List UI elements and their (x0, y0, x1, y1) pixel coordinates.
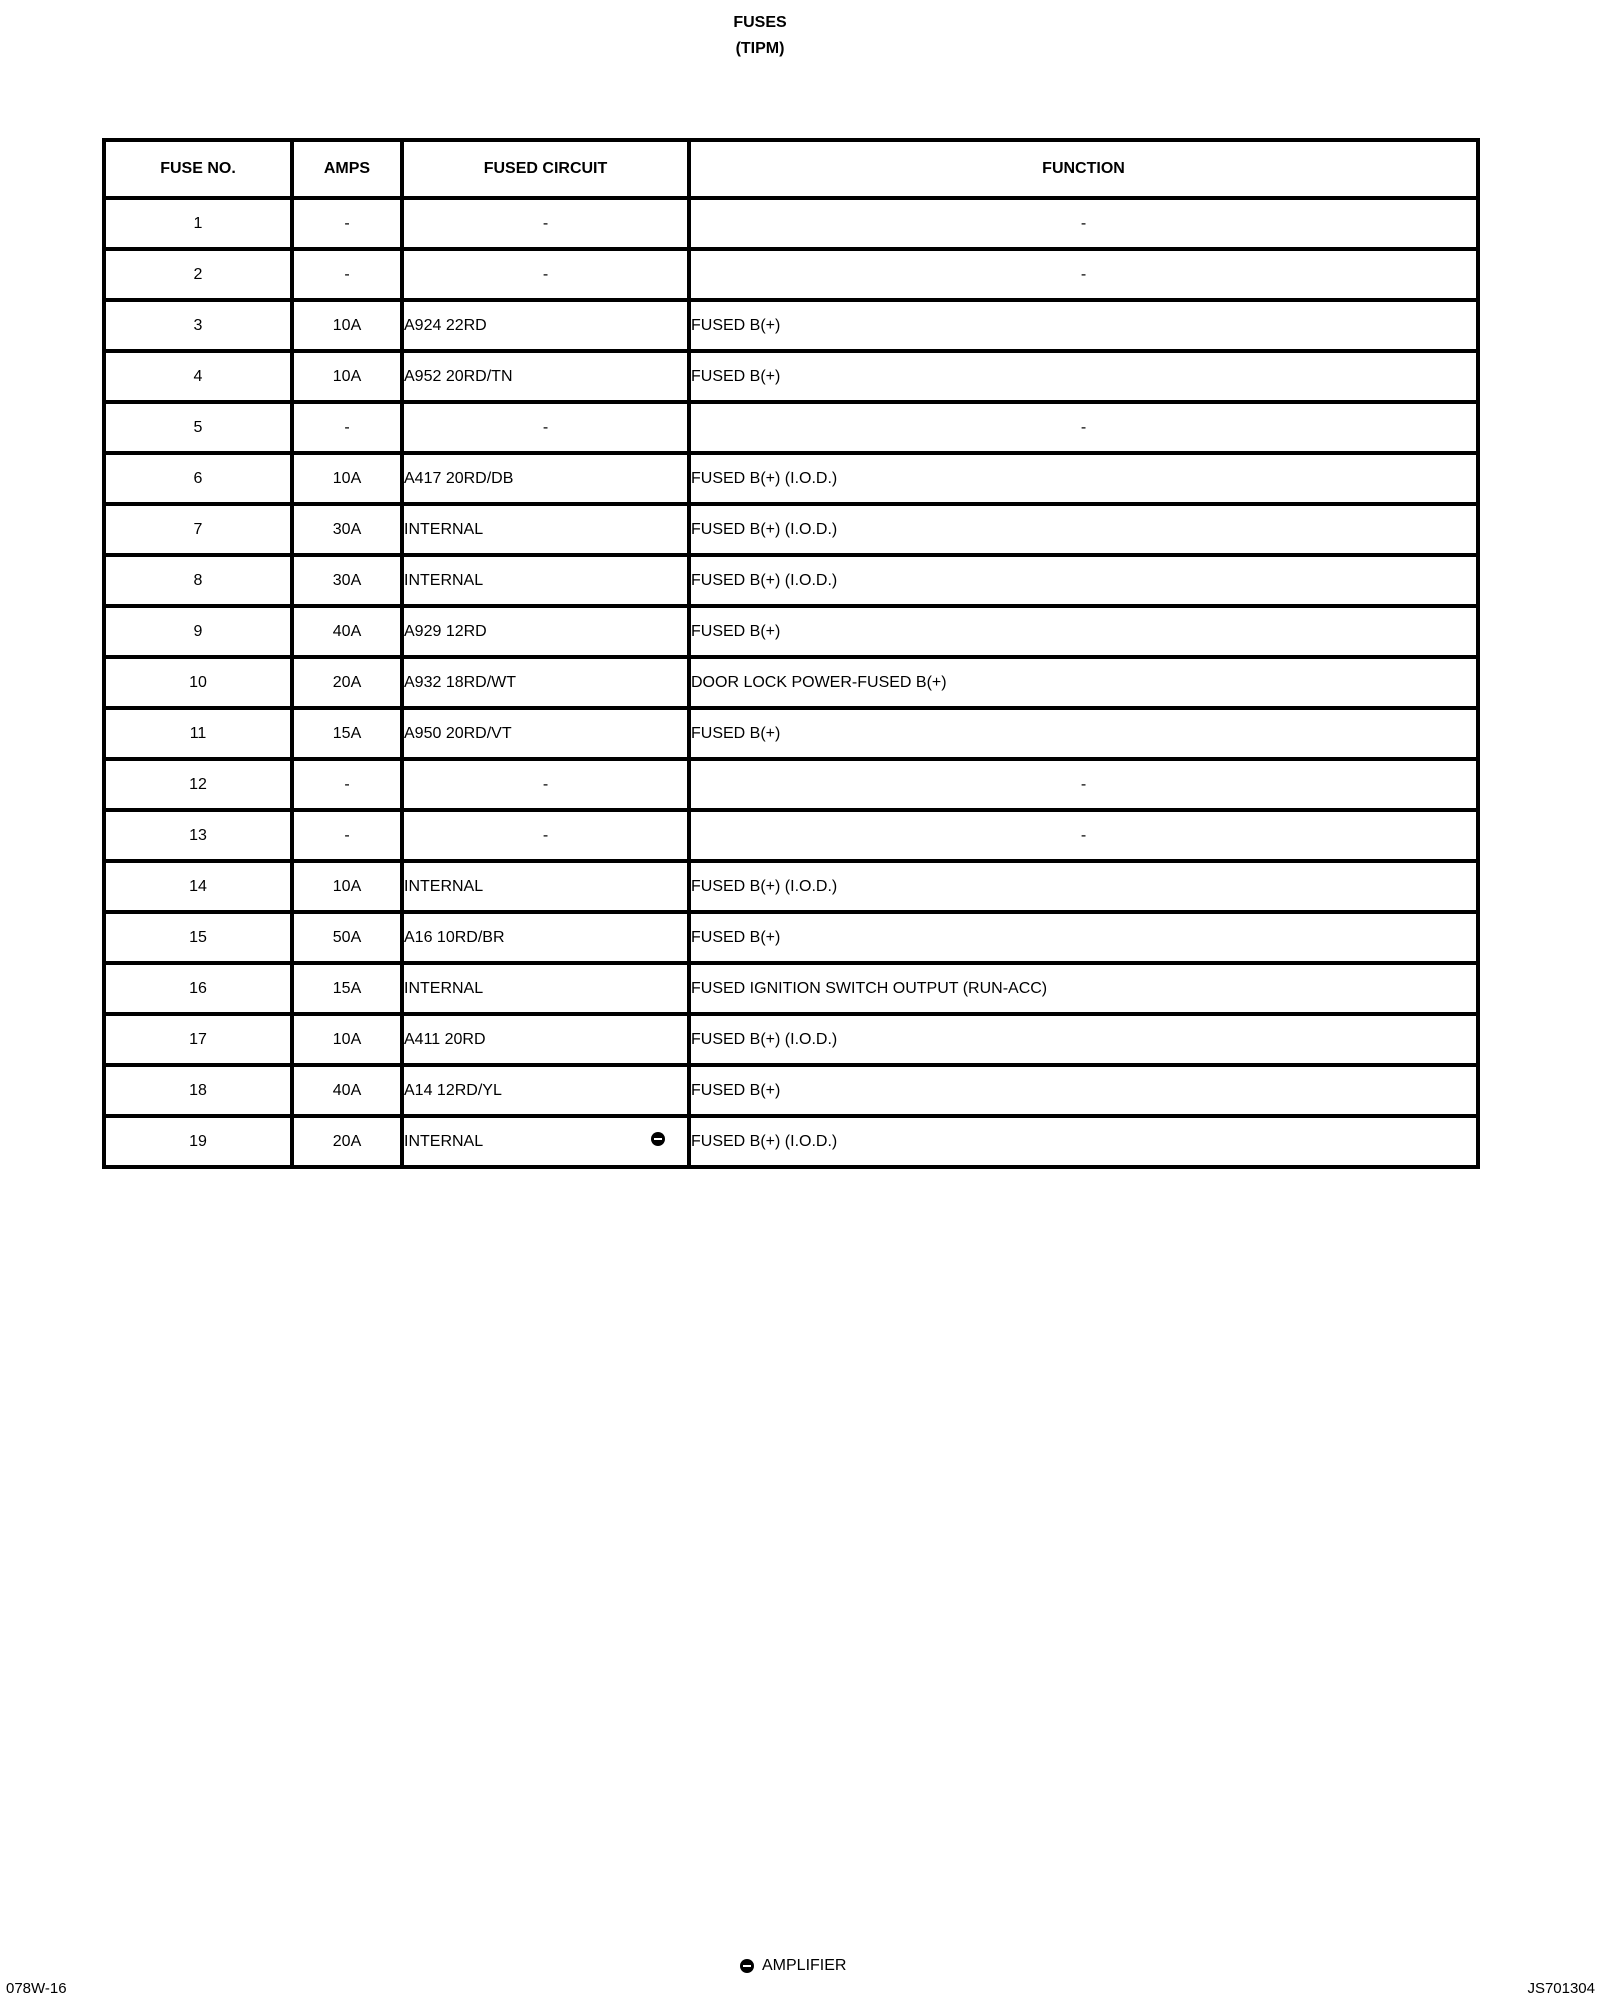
document-subtitle: (TIPM) (735, 40, 785, 57)
document-title-block (0, 10, 1520, 62)
fused-circuit-cell-text: A924 22RD (404, 316, 487, 334)
fuse-number-cell (104, 249, 292, 300)
amps-cell (292, 759, 402, 810)
table-row (104, 759, 1478, 810)
function-cell (689, 555, 1478, 606)
header-fuse-no: FUSE NO. (104, 140, 292, 198)
table-header-row (104, 140, 1478, 198)
amps-cell-text: 30A (332, 520, 362, 538)
function-cell (689, 606, 1478, 657)
header-amps: AMPS (292, 140, 402, 198)
table-row (104, 708, 1478, 759)
fused-circuit-cell (402, 402, 689, 453)
fuse-number-cell (104, 351, 292, 402)
fused-circuit-cell (402, 810, 689, 861)
fuse-number-cell-text: 11 (189, 724, 207, 742)
function-cell-text: - (1080, 826, 1087, 844)
amps-cell (292, 555, 402, 606)
function-cell-text: FUSED B(+) (I.O.D.) (691, 1132, 838, 1150)
fuse-number-cell (104, 402, 292, 453)
function-cell-text: FUSED B(+) (I.O.D.) (691, 469, 838, 487)
document-title: FUSES (733, 14, 787, 31)
fused-circuit-cell-text: INTERNAL (404, 1132, 484, 1150)
fused-circuit-cell-text: INTERNAL (404, 571, 484, 589)
table-row (104, 912, 1478, 963)
fuse-number-cell-text: 12 (189, 775, 207, 793)
amplifier-icon (651, 1132, 665, 1146)
amps-cell-text: - (344, 775, 350, 793)
fuse-number-cell-text: 17 (189, 1030, 207, 1048)
amps-cell (292, 912, 402, 963)
fuse-number-cell (104, 912, 292, 963)
table-row (104, 963, 1478, 1014)
amps-cell (292, 453, 402, 504)
fused-circuit-cell-text: A932 18RD/WT (404, 673, 517, 691)
amps-cell-text: 40A (332, 1081, 362, 1099)
fuse-number-cell (104, 198, 292, 249)
amps-cell-text: 10A (332, 469, 362, 487)
fuse-number-cell (104, 453, 292, 504)
fuse-number-cell-text: 8 (193, 571, 203, 589)
table-row (104, 657, 1478, 708)
function-cell (689, 300, 1478, 351)
fused-circuit-cell (402, 1065, 689, 1116)
fused-circuit-cell-text: A14 12RD/YL (404, 1081, 502, 1099)
function-cell-text: FUSED B(+) (691, 622, 781, 640)
fuse-number-cell-text: 2 (193, 265, 203, 283)
table-row (104, 1065, 1478, 1116)
fused-circuit-cell (402, 198, 689, 249)
table-row (104, 555, 1478, 606)
fused-circuit-cell (402, 759, 689, 810)
function-cell-text: FUSED B(+) (691, 1081, 781, 1099)
fuse-number-cell-text: 19 (189, 1132, 207, 1150)
fuse-table (102, 138, 1480, 1169)
table-row (104, 810, 1478, 861)
function-cell-text: FUSED B(+) (I.O.D.) (691, 571, 838, 589)
amps-cell-text: 30A (332, 571, 362, 589)
fused-circuit-cell-text: - (542, 826, 549, 844)
amps-cell (292, 504, 402, 555)
fuse-number-cell-text: 13 (189, 826, 207, 844)
fused-circuit-cell (402, 657, 689, 708)
function-cell (689, 963, 1478, 1014)
function-cell (689, 1014, 1478, 1065)
legend (740, 1957, 846, 1975)
amps-cell (292, 249, 402, 300)
fused-circuit-cell-text: INTERNAL (404, 520, 484, 538)
amps-cell-text: - (344, 418, 350, 436)
fuse-number-cell (104, 606, 292, 657)
footer-right-code: JS701304 (1527, 1980, 1595, 1997)
amps-cell-text: - (344, 214, 350, 232)
amps-cell-text: 50A (332, 928, 362, 946)
fused-circuit-cell (402, 249, 689, 300)
function-cell-text: FUSED B(+) (I.O.D.) (691, 877, 838, 895)
function-cell (689, 402, 1478, 453)
fused-circuit-cell-text: A929 12RD (404, 622, 487, 640)
fuse-number-cell (104, 1014, 292, 1065)
fuse-number-cell (104, 504, 292, 555)
fused-circuit-cell (402, 504, 689, 555)
fused-circuit-cell (402, 861, 689, 912)
legend-label: AMPLIFIER (762, 1957, 847, 1974)
table-row (104, 861, 1478, 912)
fuse-number-cell-text: 3 (193, 316, 203, 334)
function-cell-text: FUSED B(+) (I.O.D.) (691, 1030, 838, 1048)
amps-cell (292, 300, 402, 351)
function-cell-text: FUSED B(+) (691, 928, 781, 946)
fused-circuit-cell (402, 606, 689, 657)
fused-circuit-cell (402, 708, 689, 759)
function-cell-text: DOOR LOCK POWER-FUSED B(+) (691, 673, 947, 691)
function-cell-text: FUSED B(+) (691, 367, 781, 385)
amps-cell-text: 10A (332, 1030, 362, 1048)
amps-cell (292, 198, 402, 249)
fuse-number-cell-text: 15 (189, 928, 207, 946)
function-cell (689, 861, 1478, 912)
table-row (104, 300, 1478, 351)
fuse-number-cell-text: 6 (193, 469, 203, 487)
amps-cell-text: 40A (332, 622, 362, 640)
fused-circuit-cell (402, 912, 689, 963)
fuse-number-cell-text: 9 (193, 622, 203, 640)
amps-cell-text: 10A (332, 877, 362, 895)
amps-cell (292, 861, 402, 912)
table-row (104, 453, 1478, 504)
fuse-number-cell (104, 708, 292, 759)
function-cell (689, 759, 1478, 810)
function-cell (689, 810, 1478, 861)
amps-cell (292, 1014, 402, 1065)
fuse-number-cell-text: 5 (193, 418, 203, 436)
fused-circuit-cell (402, 1116, 689, 1167)
amps-cell (292, 1065, 402, 1116)
fused-circuit-cell-text: A16 10RD/BR (404, 928, 505, 946)
fused-circuit-cell-text: - (542, 214, 549, 232)
fuse-number-cell (104, 810, 292, 861)
fuse-number-cell (104, 555, 292, 606)
amps-cell-text: - (344, 826, 350, 844)
fuse-table-body (104, 198, 1478, 1167)
function-cell (689, 1116, 1478, 1167)
function-cell-text: FUSED IGNITION SWITCH OUTPUT (RUN-ACC) (691, 979, 1048, 997)
table-row (104, 1014, 1478, 1065)
function-cell-text: - (1080, 214, 1087, 232)
function-cell (689, 912, 1478, 963)
function-cell-text: FUSED B(+) (691, 316, 781, 334)
fused-circuit-cell-text: A411 20RD (404, 1030, 486, 1048)
function-cell-text: FUSED B(+) (I.O.D.) (691, 520, 838, 538)
amps-cell (292, 810, 402, 861)
table-row (104, 198, 1478, 249)
table-row (104, 504, 1478, 555)
function-cell-text: - (1080, 265, 1087, 283)
table-row (104, 351, 1478, 402)
fused-circuit-cell-text: INTERNAL (404, 979, 484, 997)
function-cell-text: - (1080, 418, 1087, 436)
fused-circuit-cell (402, 1014, 689, 1065)
fuse-number-cell-text: 18 (189, 1081, 207, 1099)
fused-circuit-cell-text: - (542, 265, 549, 283)
amps-cell (292, 606, 402, 657)
amps-cell (292, 402, 402, 453)
amps-cell-text: 20A (332, 1132, 362, 1150)
fuse-number-cell (104, 861, 292, 912)
fuse-number-cell (104, 1116, 292, 1167)
amps-cell-text: 10A (332, 316, 362, 334)
function-cell-text: - (1080, 775, 1087, 793)
function-cell (689, 657, 1478, 708)
fused-circuit-cell (402, 963, 689, 1014)
amplifier-icon (740, 1959, 754, 1973)
fuse-number-cell (104, 963, 292, 1014)
amps-cell (292, 657, 402, 708)
amps-cell (292, 1116, 402, 1167)
fuse-number-cell-text: 1 (193, 214, 203, 232)
table-row (104, 1116, 1478, 1167)
function-cell (689, 351, 1478, 402)
function-cell-text: FUSED B(+) (691, 724, 781, 742)
fuse-number-cell-text: 14 (189, 877, 207, 895)
function-cell (689, 1065, 1478, 1116)
fuse-number-cell-text: 10 (189, 673, 207, 691)
fused-circuit-cell-text: - (542, 418, 549, 436)
fuse-number-cell (104, 1065, 292, 1116)
amps-cell (292, 708, 402, 759)
fused-circuit-cell-text: A950 20RD/VT (404, 724, 512, 742)
fused-circuit-cell (402, 555, 689, 606)
table-row (104, 402, 1478, 453)
fused-circuit-cell-text: A417 20RD/DB (404, 469, 514, 487)
amps-cell (292, 963, 402, 1014)
fused-circuit-cell (402, 453, 689, 504)
fuse-number-cell (104, 657, 292, 708)
table-row (104, 249, 1478, 300)
footer-left-code: 078W-16 (6, 1980, 67, 1997)
amps-cell-text: 15A (332, 724, 362, 742)
table-row (104, 606, 1478, 657)
fused-circuit-cell-text: INTERNAL (404, 877, 484, 895)
header-function: FUNCTION (689, 140, 1478, 198)
function-cell (689, 453, 1478, 504)
amps-cell (292, 351, 402, 402)
amps-cell-text: - (344, 265, 350, 283)
fused-circuit-cell (402, 351, 689, 402)
header-fused-circuit: FUSED CIRCUIT (402, 140, 689, 198)
function-cell (689, 708, 1478, 759)
fuse-number-cell-text: 4 (193, 367, 203, 385)
function-cell (689, 198, 1478, 249)
function-cell (689, 504, 1478, 555)
fused-circuit-cell (402, 300, 689, 351)
amps-cell-text: 20A (332, 673, 362, 691)
fuse-number-cell (104, 759, 292, 810)
function-cell (689, 249, 1478, 300)
amps-cell-text: 15A (332, 979, 362, 997)
amps-cell-text: 10A (332, 367, 362, 385)
fuse-number-cell (104, 300, 292, 351)
fused-circuit-cell-text: - (542, 775, 549, 793)
fused-circuit-cell-text: A952 20RD/TN (404, 367, 513, 385)
fuse-number-cell-text: 16 (189, 979, 207, 997)
fuse-number-cell-text: 7 (193, 520, 203, 538)
